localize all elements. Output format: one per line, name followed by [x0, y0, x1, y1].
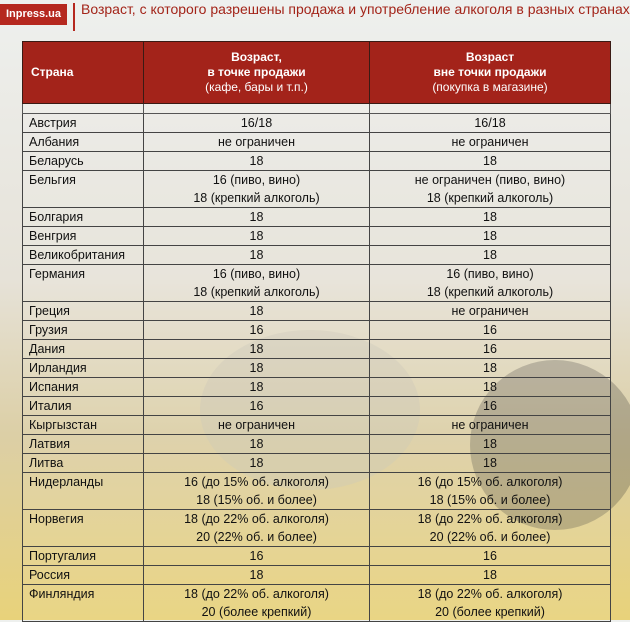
col-header-subline: (кафе, бары и т.п.)	[205, 80, 308, 94]
table-row	[23, 227, 611, 246]
country-cell: Австрия	[23, 114, 144, 133]
table-row	[23, 566, 611, 585]
on-premise-age-cell	[144, 171, 370, 208]
age-value: не ограничен	[451, 304, 529, 318]
country-cell: Ирландия	[23, 359, 144, 378]
col-header-off-premise	[370, 42, 611, 104]
table-row	[23, 340, 611, 359]
table-header-row	[23, 42, 611, 104]
on-premise-age-cell	[144, 416, 370, 435]
col-header-country	[23, 42, 144, 104]
country-cell: Великобритания	[23, 246, 144, 265]
on-premise-age-cell	[144, 547, 370, 566]
table-row	[23, 321, 611, 340]
age-value: 18	[483, 456, 497, 470]
table-row	[23, 359, 611, 378]
country-cell: Латвия	[23, 435, 144, 454]
age-value: 18	[249, 380, 264, 394]
table-row	[23, 208, 611, 227]
col-header-line: Возраст	[465, 50, 515, 64]
country-cell: Нидерланды	[23, 473, 144, 510]
off-premise-age-cell	[370, 397, 611, 416]
table-row	[23, 585, 611, 622]
col-header-subline: (покупка в магазине)	[432, 80, 548, 94]
table-row	[23, 133, 611, 152]
age-value: 18	[483, 361, 497, 375]
country-cell: Греция	[23, 302, 144, 321]
age-value: 16/18	[240, 116, 273, 130]
age-value: 20 (22% об. и более)	[196, 530, 317, 544]
country-cell: Албания	[23, 133, 144, 152]
age-value: не ограничен (пиво, вино)	[414, 173, 566, 187]
age-value: не ограничен	[218, 135, 295, 149]
age-value: не ограничен	[218, 418, 295, 432]
country-cell: Россия	[23, 566, 144, 585]
on-premise-age-cell	[144, 246, 370, 265]
age-value: 18	[249, 154, 264, 168]
age-value: 18 (крепкий алкоголь)	[193, 191, 320, 205]
age-value: 16 (пиво, вино)	[212, 173, 301, 187]
table-body	[23, 104, 611, 622]
table-row	[23, 547, 611, 566]
country-cell: Грузия	[23, 321, 144, 340]
age-value: 18	[483, 154, 497, 168]
col-header-line: в точке продажи	[207, 65, 306, 79]
off-premise-age-cell	[370, 133, 611, 152]
on-premise-age-cell	[144, 227, 370, 246]
off-premise-age-cell	[370, 208, 611, 227]
col-header-on-premise	[144, 42, 370, 104]
age-value: 18 (крепкий алкоголь)	[426, 191, 554, 205]
country-cell: Италия	[23, 397, 144, 416]
table-row	[23, 246, 611, 265]
on-premise-age-cell	[144, 340, 370, 359]
age-value: 18	[249, 229, 264, 243]
on-premise-age-cell	[144, 265, 370, 302]
on-premise-age-cell	[144, 435, 370, 454]
off-premise-age-cell	[370, 302, 611, 321]
age-value: 18	[483, 437, 497, 451]
table-row	[23, 473, 611, 510]
table-row	[23, 510, 611, 547]
age-value: 18 (15% об. и более)	[196, 493, 317, 507]
age-table	[22, 41, 611, 622]
page-title: Возраст, с которого разрешены продажа и употребление алкоголя в разных странах	[80, 1, 630, 17]
country-cell: Беларусь	[23, 152, 144, 171]
country-cell: Германия	[23, 265, 144, 302]
age-value: 18	[483, 380, 497, 394]
col-header-line: вне точки продажи	[433, 65, 547, 79]
off-premise-age-cell	[370, 321, 611, 340]
country-cell: Финляндия	[23, 585, 144, 622]
off-premise-age-cell	[370, 171, 611, 208]
off-premise-age-cell	[370, 566, 611, 585]
on-premise-age-cell	[144, 321, 370, 340]
age-value: 20 (более крепкий)	[435, 605, 545, 619]
page-header	[0, 0, 630, 36]
country-cell: Испания	[23, 378, 144, 397]
age-value: 16	[249, 549, 264, 563]
off-premise-age-cell	[370, 114, 611, 133]
age-value: 16	[249, 399, 264, 413]
age-value: 18	[249, 210, 264, 224]
on-premise-age-cell	[144, 378, 370, 397]
age-value: 20 (более крепкий)	[201, 605, 312, 619]
table-row	[23, 152, 611, 171]
age-value: 18 (до 22% об. алкоголя)	[184, 512, 329, 526]
on-premise-age-cell	[144, 302, 370, 321]
age-value: 18	[483, 210, 497, 224]
age-value: 18 (крепкий алкоголь)	[193, 285, 320, 299]
country-cell: Португалия	[23, 547, 144, 566]
age-value: 18 (до 22% об. алкоголя)	[417, 512, 563, 526]
on-premise-age-cell	[144, 585, 370, 622]
off-premise-age-cell	[370, 359, 611, 378]
age-table-container	[22, 41, 610, 622]
off-premise-age-cell	[370, 152, 611, 171]
age-value: 18	[249, 456, 264, 470]
age-value: 18 (15% об. и более)	[429, 493, 551, 507]
age-value: 16	[483, 323, 497, 337]
country-cell: Кыргызстан	[23, 416, 144, 435]
age-value: 16 (до 15% об. алкоголя)	[417, 475, 563, 489]
table-row	[23, 435, 611, 454]
table-row	[23, 114, 611, 133]
age-value: 16 (пиво, вино)	[446, 267, 534, 281]
table-row	[23, 171, 611, 208]
off-premise-age-cell	[370, 510, 611, 547]
off-premise-age-cell	[370, 246, 611, 265]
col-header-line: Страна	[31, 65, 74, 79]
age-value: 18	[483, 248, 497, 262]
header-divider	[73, 3, 75, 31]
off-premise-age-cell	[370, 473, 611, 510]
age-value: 16 (пиво, вино)	[212, 267, 301, 281]
off-premise-age-cell	[370, 378, 611, 397]
site-logo[interactable]: Inpress.ua	[0, 4, 67, 25]
table-row	[23, 454, 611, 473]
off-premise-age-cell	[370, 547, 611, 566]
age-value: 18 (до 22% об. алкоголя)	[417, 587, 563, 601]
country-cell: Венгрия	[23, 227, 144, 246]
age-value: 16/18	[474, 116, 506, 130]
age-value: 18	[249, 568, 264, 582]
age-value: 16	[249, 323, 264, 337]
age-value: 18	[483, 229, 497, 243]
age-value: 18	[249, 342, 264, 356]
age-value: не ограничен	[451, 418, 529, 432]
on-premise-age-cell	[144, 397, 370, 416]
age-value: 16	[483, 342, 497, 356]
col-header-line: Возраст,	[231, 50, 282, 64]
off-premise-age-cell	[370, 435, 611, 454]
table-row	[23, 416, 611, 435]
on-premise-age-cell	[144, 152, 370, 171]
country-cell: Болгария	[23, 208, 144, 227]
age-value: 18 (до 22% об. алкоголя)	[184, 587, 329, 601]
age-value: не ограничен	[451, 135, 529, 149]
country-cell: Норвегия	[23, 510, 144, 547]
age-value: 18	[249, 437, 264, 451]
off-premise-age-cell	[370, 265, 611, 302]
age-value: 18	[249, 248, 264, 262]
table-row	[23, 397, 611, 416]
on-premise-age-cell	[144, 208, 370, 227]
age-value: 18	[483, 568, 497, 582]
table-spacer-row	[23, 104, 611, 114]
table-row	[23, 378, 611, 397]
age-value: 16 (до 15% об. алкоголя)	[184, 475, 329, 489]
age-value: 16	[483, 549, 497, 563]
table-row	[23, 302, 611, 321]
off-premise-age-cell	[370, 416, 611, 435]
on-premise-age-cell	[144, 473, 370, 510]
on-premise-age-cell	[144, 454, 370, 473]
country-cell: Литва	[23, 454, 144, 473]
age-value: 20 (22% об. и более)	[429, 530, 551, 544]
off-premise-age-cell	[370, 454, 611, 473]
age-value: 16	[483, 399, 497, 413]
on-premise-age-cell	[144, 566, 370, 585]
country-cell: Бельгия	[23, 171, 144, 208]
table-row	[23, 265, 611, 302]
age-value: 18 (крепкий алкоголь)	[426, 285, 554, 299]
on-premise-age-cell	[144, 359, 370, 378]
age-value: 18	[249, 304, 264, 318]
off-premise-age-cell	[370, 227, 611, 246]
on-premise-age-cell	[144, 510, 370, 547]
on-premise-age-cell	[144, 114, 370, 133]
off-premise-age-cell	[370, 585, 611, 622]
country-cell: Дания	[23, 340, 144, 359]
off-premise-age-cell	[370, 340, 611, 359]
age-value: 18	[249, 361, 264, 375]
on-premise-age-cell	[144, 133, 370, 152]
